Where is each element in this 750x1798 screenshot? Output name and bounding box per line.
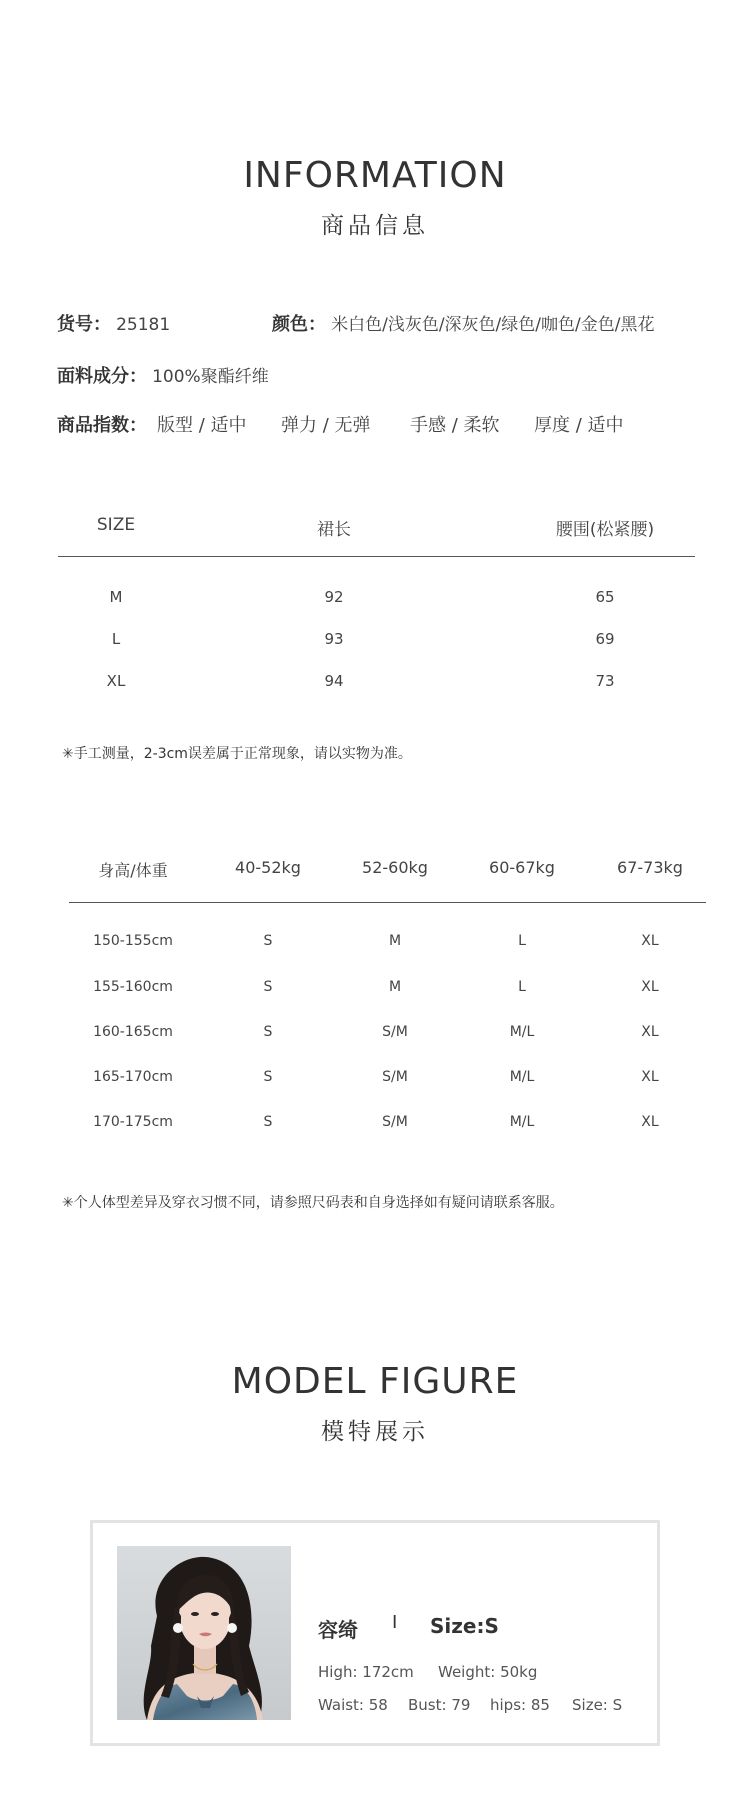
table-row: 165-170cm — [93, 1069, 173, 1085]
table-cell: S/M — [382, 1114, 408, 1130]
size-table-rule — [58, 556, 695, 557]
table-cell: S/M — [382, 1024, 408, 1040]
color-row — [272, 310, 654, 336]
model-subtitle: 模特展示 — [321, 1419, 429, 1445]
model-photo — [117, 1546, 291, 1720]
table-row: 160-165cm — [93, 1024, 173, 1040]
table-cell: 94 — [324, 672, 344, 690]
table-row: 170-175cm — [93, 1114, 173, 1130]
table-cell: S — [263, 933, 273, 949]
table-row: M — [109, 588, 123, 606]
model-waist: Waist: 58 — [318, 1696, 388, 1714]
table-cell: S — [263, 1114, 273, 1130]
model-hips: hips: 85 — [490, 1696, 550, 1714]
table-cell: M — [388, 933, 402, 949]
table-row: 155-160cm — [93, 979, 173, 995]
fit-note: ✳个人体型差异及穿衣习惯不同，请参照尺码表和自身选择如有疑问请联系客服。 — [62, 1195, 564, 1211]
index-label: 商品指数： — [57, 415, 147, 436]
table-cell: XL — [641, 1069, 659, 1085]
size-header-length: 裙长 — [317, 520, 351, 540]
table-cell: 65 — [595, 588, 615, 606]
item-number-label: 货号： — [57, 314, 111, 335]
table-row: L — [111, 630, 121, 648]
table-cell: XL — [641, 1024, 659, 1040]
model-name: 容绮 — [318, 1618, 358, 1642]
color-label: 颜色： — [272, 314, 326, 335]
table-cell: XL — [641, 1114, 659, 1130]
table-cell: XL — [641, 979, 659, 995]
size-header-size: SIZE — [96, 515, 136, 535]
table-row: 150-155cm — [93, 933, 173, 949]
table-row: XL — [106, 672, 126, 690]
table-cell: 73 — [595, 672, 615, 690]
fit-table-rule — [69, 902, 706, 903]
size-header-waist: 腰围(松紧腰) — [555, 520, 655, 540]
model-size-tag: Size:S — [430, 1614, 499, 1638]
model-portrait-icon — [117, 1546, 291, 1720]
index-elasticity: 弹力 / 无弹 — [281, 415, 371, 436]
information-title: INFORMATION — [243, 155, 507, 196]
item-number-value: 25181 — [116, 315, 171, 335]
table-cell: L — [518, 933, 526, 949]
model-height: High: 172cm — [318, 1663, 414, 1681]
model-bust: Bust: 79 — [408, 1696, 471, 1714]
fit-header-height-weight: 身高/体重 — [98, 861, 168, 880]
fabric-row — [57, 362, 269, 388]
table-cell: 69 — [595, 630, 615, 648]
table-cell: L — [518, 979, 526, 995]
table-cell: M/L — [509, 1069, 535, 1085]
index-fit: 版型 / 适中 — [157, 415, 247, 436]
index-feel: 手感 / 柔软 — [410, 415, 500, 436]
fabric-value: 100%聚酯纤维 — [152, 367, 269, 387]
model-weight: Weight: 50kg — [438, 1663, 538, 1681]
color-value: 米白色/浅灰色/深灰色/绿色/咖色/金色/黑花 — [331, 315, 655, 335]
fit-header-col4: 67-73kg — [617, 858, 683, 877]
table-cell: S/M — [382, 1069, 408, 1085]
fit-header-col2: 52-60kg — [362, 858, 428, 877]
table-cell: XL — [641, 933, 659, 949]
information-subtitle: 商品信息 — [321, 213, 429, 239]
model-title: MODEL FIGURE — [231, 1361, 519, 1402]
fit-header-col3: 60-67kg — [489, 858, 555, 877]
measurement-note: ✳手工测量，2-3cm误差属于正常现象，请以实物为准。 — [62, 746, 412, 762]
item-number-row — [57, 310, 170, 336]
fabric-label: 面料成分： — [57, 366, 147, 387]
table-cell: S — [263, 979, 273, 995]
fit-header-col1: 40-52kg — [235, 858, 301, 877]
table-cell: M/L — [509, 1024, 535, 1040]
index-thickness: 厚度 / 适中 — [534, 415, 624, 436]
model-size: Size: S — [572, 1696, 623, 1714]
table-cell: S — [263, 1069, 273, 1085]
table-cell: 93 — [324, 630, 344, 648]
table-cell: M — [388, 979, 402, 995]
table-cell: 92 — [324, 588, 344, 606]
table-cell: S — [263, 1024, 273, 1040]
model-separator: I — [392, 1612, 398, 1633]
table-cell: M/L — [509, 1114, 535, 1130]
